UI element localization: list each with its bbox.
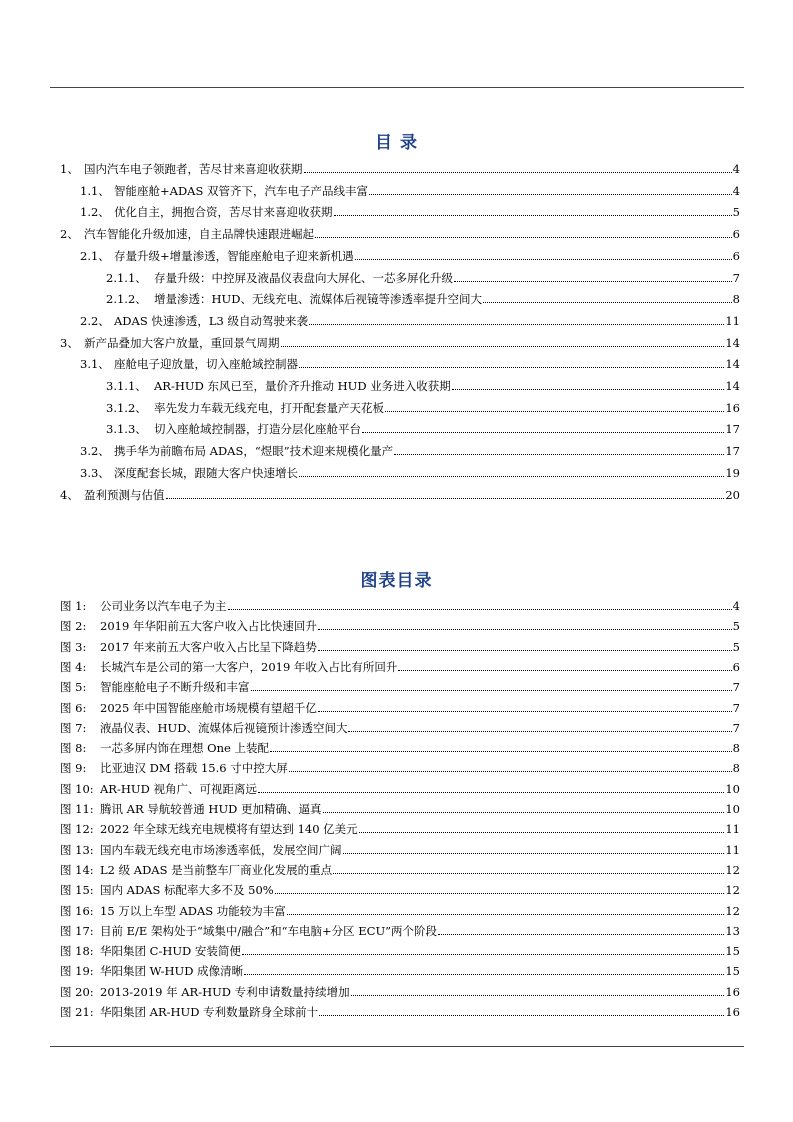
entry-page-number: 16 bbox=[725, 400, 740, 415]
figure-entry[interactable] bbox=[60, 802, 740, 816]
entry-page-number: 16 bbox=[725, 1005, 740, 1019]
entry-page-number: 6 bbox=[732, 659, 740, 674]
figure-entry[interactable] bbox=[60, 782, 740, 796]
figure-entry[interactable] bbox=[60, 822, 740, 836]
toc-entry[interactable] bbox=[60, 357, 740, 371]
entry-number: 图 18: bbox=[60, 944, 94, 959]
figure-entry[interactable] bbox=[60, 680, 740, 694]
dot-leader bbox=[289, 761, 732, 772]
dot-leader bbox=[355, 249, 732, 260]
entry-page-number: 12 bbox=[725, 883, 740, 898]
entry-title: 一芯多屏内饰在理想 One 上装配 bbox=[100, 741, 269, 756]
entry-number: 图 21: bbox=[60, 1005, 94, 1019]
figure-entry[interactable] bbox=[60, 721, 740, 735]
entry-title: 携手华为前瞻布局 ADAS，“煜眼”技术迎来规模化量产 bbox=[114, 444, 394, 459]
entry-page-number: 17 bbox=[725, 444, 740, 459]
entry-number: 3.2、 bbox=[80, 444, 110, 459]
entry-number: 图 8: bbox=[60, 741, 87, 756]
entry-number: 3.1.3、 bbox=[106, 422, 147, 437]
toc-entry[interactable] bbox=[60, 401, 740, 415]
dot-leader bbox=[318, 701, 732, 712]
entry-number: 图 20: bbox=[60, 984, 94, 999]
entry-number: 1.1、 bbox=[80, 183, 110, 198]
entry-page-number: 12 bbox=[725, 862, 740, 877]
entry-number: 3.1.1、 bbox=[106, 379, 147, 393]
dot-leader bbox=[385, 401, 724, 412]
entry-page-number: 4 bbox=[732, 162, 740, 176]
entry-page-number: 7 bbox=[732, 720, 740, 735]
toc-entry[interactable] bbox=[60, 314, 740, 328]
entry-number: 图 7: bbox=[60, 720, 87, 735]
entry-number: 图 12: bbox=[60, 822, 94, 837]
entry-page-number: 15 bbox=[725, 964, 740, 979]
dot-leader bbox=[242, 944, 724, 955]
entry-page-number: 11 bbox=[725, 822, 740, 837]
entry-title: 国内汽车电子领跑者，苦尽甘来喜迎收获期 bbox=[84, 162, 303, 176]
entry-number: 图 17: bbox=[60, 923, 94, 938]
entry-title: 切入座舱域控制器，打造分层化座舱平台 bbox=[154, 422, 361, 437]
dot-leader bbox=[244, 964, 724, 975]
dot-leader bbox=[438, 924, 724, 935]
entry-number: 图 16: bbox=[60, 903, 94, 918]
dot-leader bbox=[258, 782, 724, 793]
entry-number: 2、 bbox=[60, 227, 79, 242]
figure-entry[interactable] bbox=[60, 944, 740, 958]
figure-entry[interactable] bbox=[60, 863, 740, 877]
entry-title: 智能座舱电子不断升级和丰富 bbox=[100, 680, 250, 695]
dot-leader bbox=[394, 444, 724, 455]
entry-page-number: 15 bbox=[725, 944, 740, 959]
entry-page-number: 7 bbox=[732, 680, 740, 695]
toc-entry[interactable] bbox=[60, 184, 740, 198]
entry-page-number: 4 bbox=[732, 599, 740, 613]
dot-leader bbox=[319, 1005, 724, 1016]
dot-leader bbox=[281, 336, 725, 347]
dot-leader bbox=[287, 904, 725, 915]
figure-entry[interactable] bbox=[60, 741, 740, 755]
entry-title: 2022 年全球无线充电规模将有望达到 140 亿美元 bbox=[100, 822, 358, 837]
entry-title: 2017 年来前五大客户收入占比呈下降趋势 bbox=[100, 639, 317, 654]
figure-entry[interactable] bbox=[60, 843, 740, 857]
entry-page-number: 16 bbox=[725, 984, 740, 999]
entry-title: 盈利预测与估值 bbox=[84, 487, 165, 502]
entry-title: 汽车智能化升级加速，自主品牌快速跟进崛起 bbox=[84, 227, 314, 242]
dot-leader bbox=[454, 271, 732, 282]
toc-entry[interactable] bbox=[60, 292, 740, 306]
toc-entry[interactable] bbox=[60, 205, 740, 219]
figure-entry[interactable] bbox=[60, 761, 740, 775]
entry-number: 2.1.2、 bbox=[106, 292, 147, 307]
entry-page-number: 10 bbox=[725, 802, 740, 816]
dot-leader bbox=[228, 599, 732, 610]
entry-number: 4、 bbox=[60, 487, 79, 502]
dot-leader bbox=[299, 466, 724, 477]
entry-page-number: 17 bbox=[725, 422, 740, 437]
entry-page-number: 5 bbox=[732, 205, 740, 220]
entry-title: 腾讯 AR 导航较普通 HUD 更加精确、逼真 bbox=[100, 802, 322, 816]
entry-title: 华阳集团 W-HUD 成像清晰 bbox=[100, 964, 244, 979]
entry-page-number: 14 bbox=[725, 357, 740, 372]
dot-leader bbox=[304, 162, 732, 173]
entry-title: 国内 ADAS 标配率大多不及 50% bbox=[100, 883, 274, 898]
entry-title: 长城汽车是公司的第一大客户，2019 年收入占比有所回升 bbox=[100, 659, 398, 674]
figure-entry[interactable] bbox=[60, 964, 740, 978]
entry-title: 液晶仪表、HUD、流媒体后视镜预计渗透空间大 bbox=[100, 720, 348, 735]
entry-title: 15 万以上车型 ADAS 功能较为丰富 bbox=[100, 903, 286, 918]
figure-entry[interactable] bbox=[60, 883, 740, 897]
dot-leader bbox=[343, 843, 725, 854]
entry-number: 2.1、 bbox=[80, 248, 110, 263]
footer-rule bbox=[50, 1046, 744, 1047]
entry-number: 3.1.2、 bbox=[106, 400, 147, 415]
entry-page-number: 14 bbox=[725, 379, 740, 393]
toc-entry[interactable] bbox=[60, 422, 740, 436]
entry-number: 图 9: bbox=[60, 761, 87, 776]
entry-page-number: 19 bbox=[725, 465, 740, 480]
entry-title: 深度配套长城，跟随大客户快速增长 bbox=[114, 465, 298, 480]
entry-title: 座舱电子迎放量，切入座舱域控制器 bbox=[114, 357, 298, 372]
entry-number: 图 19: bbox=[60, 964, 94, 979]
dot-leader bbox=[315, 227, 732, 238]
dot-leader bbox=[270, 741, 732, 752]
entry-title: 公司业务以汽车电子为主 bbox=[100, 599, 227, 613]
figure-entry[interactable] bbox=[60, 640, 740, 654]
figure-entry[interactable] bbox=[60, 1005, 740, 1019]
entry-title: 存量升级：中控屏及液晶仪表盘向大屏化、一芯多屏化升级 bbox=[154, 270, 453, 285]
entry-title: 2013-2019 年 AR-HUD 专利申请数量持续增加 bbox=[100, 984, 350, 999]
figures-title: 图表目录 bbox=[360, 571, 433, 591]
entry-title: 华阳集团 C-HUD 安装简便 bbox=[100, 944, 241, 959]
entry-page-number: 11 bbox=[725, 313, 740, 328]
entry-title: AR-HUD 东风已至，量价齐升推动 HUD 业务进入收获期 bbox=[154, 379, 451, 393]
entry-number: 1、 bbox=[60, 162, 79, 176]
entry-number: 图 1: bbox=[60, 599, 87, 613]
dot-leader bbox=[251, 680, 732, 691]
entry-title: 华阳集团 AR-HUD 专利数量跻身全球前十 bbox=[100, 1005, 319, 1019]
entry-number: 图 4: bbox=[60, 659, 87, 674]
figure-entry[interactable] bbox=[60, 985, 740, 999]
entry-number: 图 15: bbox=[60, 883, 94, 898]
entry-page-number: 8 bbox=[732, 761, 740, 776]
dot-leader bbox=[318, 640, 732, 651]
entry-title: 智能座舱+ADAS 双管齐下，汽车电子产品线丰富 bbox=[114, 183, 368, 198]
dot-leader bbox=[309, 314, 724, 325]
figure-entry[interactable] bbox=[60, 904, 740, 918]
entry-number: 图 14: bbox=[60, 862, 94, 877]
entry-number: 图 3: bbox=[60, 639, 87, 654]
toc-entry[interactable] bbox=[60, 162, 740, 176]
entry-number: 图 11: bbox=[60, 802, 94, 816]
dot-leader bbox=[348, 721, 731, 732]
entry-number: 3.3、 bbox=[80, 465, 110, 480]
entry-number: 2.2、 bbox=[80, 313, 110, 328]
entry-title: AR-HUD 视角广、可视距离远 bbox=[100, 781, 257, 796]
entry-page-number: 20 bbox=[725, 487, 740, 502]
entry-title: 2025 年中国智能座舱市场规模有望超千亿 bbox=[100, 700, 317, 715]
entry-page-number: 13 bbox=[725, 923, 740, 938]
toc-title: 目 录 bbox=[375, 133, 418, 153]
entry-page-number: 5 bbox=[732, 619, 740, 634]
dot-leader bbox=[323, 802, 725, 813]
entry-title: 增量渗透：HUD、无线充电、流媒体后视镜等渗透率提升空间大 bbox=[154, 292, 482, 307]
dot-leader bbox=[333, 863, 724, 874]
entry-number: 图 5: bbox=[60, 680, 87, 695]
entry-title: ADAS 快速渗透，L3 级自动驾驶来袭 bbox=[114, 313, 308, 328]
dot-leader bbox=[362, 422, 724, 433]
toc-entry[interactable] bbox=[60, 466, 740, 480]
toc-entry[interactable] bbox=[60, 444, 740, 458]
toc-entry[interactable] bbox=[60, 227, 740, 241]
toc-entry[interactable] bbox=[60, 336, 740, 350]
entry-title: 比亚迪汉 DM 搭载 15.6 寸中控大屏 bbox=[100, 761, 288, 776]
entry-title: 国内车载无线充电市场渗透率低，发展空间广阔 bbox=[100, 842, 342, 857]
figure-entry[interactable] bbox=[60, 660, 740, 674]
entry-page-number: 7 bbox=[732, 270, 740, 285]
toc-entry[interactable] bbox=[60, 271, 740, 285]
figure-entry[interactable] bbox=[60, 701, 740, 715]
dot-leader bbox=[166, 488, 725, 499]
entry-number: 3.1、 bbox=[80, 357, 110, 372]
toc-entry[interactable] bbox=[60, 379, 740, 393]
header-rule bbox=[50, 87, 744, 88]
entry-page-number: 7 bbox=[732, 700, 740, 715]
entry-page-number: 14 bbox=[725, 335, 740, 350]
entry-number: 图 6: bbox=[60, 700, 87, 715]
entry-page-number: 4 bbox=[732, 183, 740, 198]
toc-entry[interactable] bbox=[60, 249, 740, 263]
entry-page-number: 10 bbox=[725, 781, 740, 796]
entry-number: 图 10: bbox=[60, 781, 94, 796]
dot-leader bbox=[351, 985, 725, 996]
entry-title: L2 级 ADAS 是当前整车厂商业化发展的重点 bbox=[100, 862, 333, 877]
entry-page-number: 8 bbox=[732, 741, 740, 756]
dot-leader bbox=[452, 379, 725, 390]
entry-number: 2.1.1、 bbox=[106, 270, 147, 285]
dot-leader bbox=[334, 205, 732, 216]
figure-entry[interactable] bbox=[60, 924, 740, 938]
entry-title: 新产品叠加大客户放量，重回景气周期 bbox=[84, 335, 280, 350]
dot-leader bbox=[398, 660, 731, 671]
entry-page-number: 6 bbox=[732, 227, 740, 242]
dot-leader bbox=[318, 619, 732, 630]
figure-entry[interactable] bbox=[60, 599, 740, 613]
entry-title: 目前 E/E 架构处于“域集中/融合”和“车电脑+分区 ECU”两个阶段 bbox=[100, 923, 438, 938]
dot-leader bbox=[275, 883, 725, 894]
entry-number: 3、 bbox=[60, 335, 79, 350]
entry-number: 图 2: bbox=[60, 619, 87, 634]
entry-page-number: 11 bbox=[725, 842, 740, 857]
figure-entry[interactable] bbox=[60, 619, 740, 633]
dot-leader bbox=[299, 357, 724, 368]
dot-leader bbox=[369, 184, 732, 195]
entry-title: 2019 年华阳前五大客户收入占比快速回升 bbox=[100, 619, 317, 634]
toc-entry[interactable] bbox=[60, 488, 740, 502]
entry-page-number: 6 bbox=[732, 248, 740, 263]
entry-number: 图 13: bbox=[60, 842, 94, 857]
dot-leader bbox=[483, 292, 732, 303]
entry-title: 存量升级+增量渗透，智能座舱电子迎来新机遇 bbox=[114, 248, 354, 263]
entry-page-number: 8 bbox=[732, 292, 740, 307]
entry-page-number: 5 bbox=[732, 639, 740, 654]
dot-leader bbox=[359, 822, 725, 833]
entry-title: 率先发力车载无线充电，打开配套量产天花板 bbox=[154, 400, 384, 415]
entry-title: 优化自主，拥抱合资，苦尽甘来喜迎收获期 bbox=[114, 205, 333, 220]
entry-number: 1.2、 bbox=[80, 205, 110, 220]
entry-page-number: 12 bbox=[725, 903, 740, 918]
